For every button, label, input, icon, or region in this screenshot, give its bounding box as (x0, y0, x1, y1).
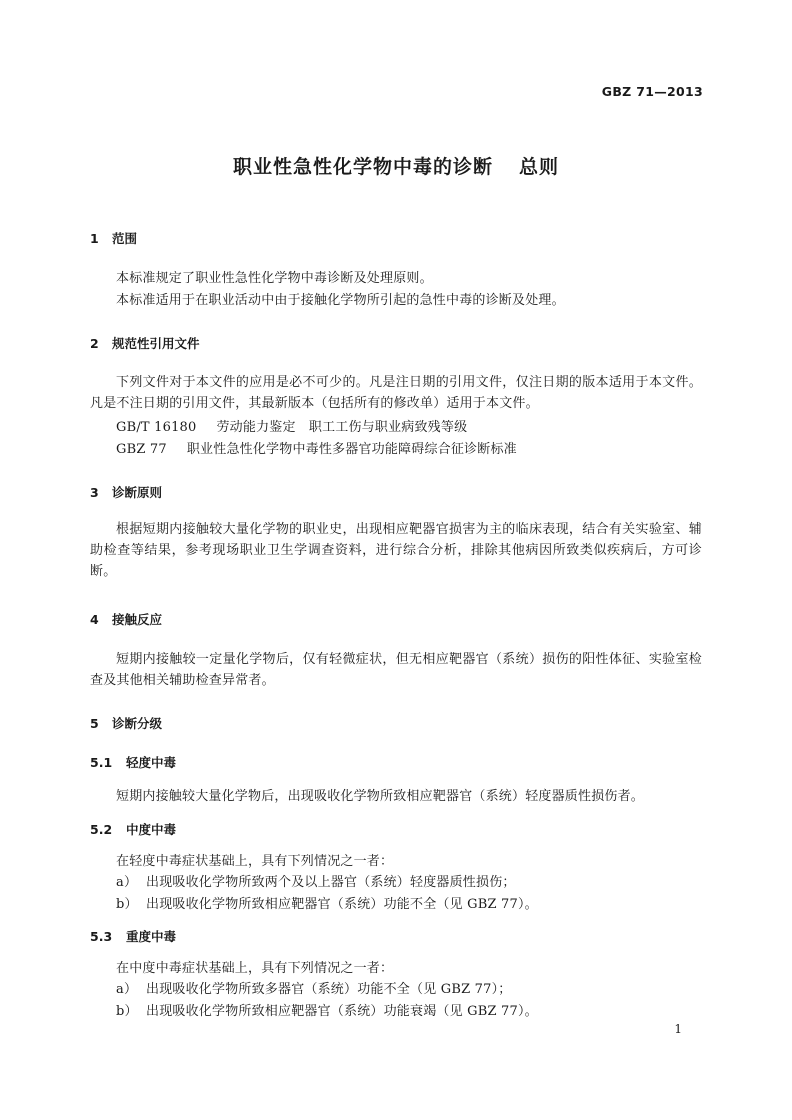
reference-item-2 (116, 438, 517, 457)
list-item (116, 871, 516, 890)
list-marker: b） (116, 1004, 138, 1019)
page-number: 1 (674, 1022, 682, 1036)
list-marker: a） (116, 875, 138, 890)
list-item (116, 978, 511, 997)
reference-code: GBZ 77 (116, 442, 167, 457)
reference-title: 劳动能力鉴定 职工工伤与职业病致残等级 (216, 420, 468, 435)
list-item (116, 893, 538, 912)
section-title: 轻度中毒 (126, 755, 177, 770)
list-marker: a） (116, 982, 138, 997)
section-number: 5.1 (90, 755, 113, 770)
section-title: 诊断原则 (112, 485, 163, 500)
section-number: 5 (90, 716, 99, 731)
section-title: 范围 (112, 231, 138, 246)
section-number: 2 (90, 336, 99, 351)
section-5-1-paragraph: 短期内接触较大量化学物后，出现吸收化学物所致相应靶器官（系统）轻度器质性损伤者。 (116, 789, 645, 804)
section-number: 1 (90, 231, 99, 246)
list-item-text: 出现吸收化学物所致相应靶器官（系统）功能不全（见 GBZ 77）。 (146, 897, 538, 912)
section-5-3-heading (90, 927, 176, 945)
section-title: 诊断分级 (112, 716, 163, 731)
reference-code: GB/T 16180 (116, 420, 197, 435)
section-3-heading (90, 483, 162, 501)
section-title: 接触反应 (112, 612, 163, 627)
reference-item-1 (116, 416, 467, 435)
section-5-3-paragraph: 在中度中毒症状基础上，具有下列情况之一者： (116, 961, 394, 976)
list-item-text: 出现吸收化学物所致两个及以上器官（系统）轻度器质性损伤； (146, 875, 516, 890)
section-2-heading (90, 334, 200, 352)
section-5-1-heading (90, 753, 176, 771)
section-4-paragraph: 短期内接触较一定量化学物后，仅有轻微症状，但无相应靶器官（系统）损伤的阳性体征、实验室检查及其他相关辅助检查异常者。 (90, 652, 702, 688)
document-title (0, 152, 792, 179)
section-title: 规范性引用文件 (112, 336, 200, 351)
section-number: 4 (90, 612, 99, 627)
list-item-text: 出现吸收化学物所致相应靶器官（系统）功能衰竭（见 GBZ 77）。 (146, 1004, 538, 1019)
section-number: 5.2 (90, 822, 113, 837)
list-item (116, 1000, 538, 1019)
section-5-2-paragraph: 在轻度中毒症状基础上，具有下列情况之一者： (116, 854, 394, 869)
section-4-heading (90, 610, 162, 628)
standard-code: GBZ 71—2013 (601, 84, 703, 99)
section-title: 中度中毒 (126, 822, 177, 837)
section-1-heading (90, 229, 137, 247)
section-3-paragraph: 根据短期内接触较大量化学物的职业史，出现相应靶器官损害为主的临床表现，结合有关实验室、辅助检查等结果，参考现场职业卫生学调查资料，进行综合分析，排除其他病因所致类似疾病后，方可诊断。 (90, 522, 702, 579)
section-1-paragraph-1: 本标准规定了职业性急性化学物中毒诊断及处理原则。 (116, 271, 433, 286)
section-5-2-heading (90, 820, 176, 838)
list-item-text: 出现吸收化学物所致多器官（系统）功能不全（见 GBZ 77）； (146, 982, 512, 997)
section-2-paragraph: 下列文件对于本文件的应用是必不可少的。凡是注日期的引用文件，仅注日期的版本适用于本文件。凡是不注日期的引用文件，其最新版本（包括所有的修改单）适用于本文件。 (90, 375, 702, 411)
list-marker: b） (116, 897, 138, 912)
title-sub: 总则 (519, 156, 560, 178)
section-number: 5.3 (90, 929, 113, 944)
title-main: 职业性急性化学物中毒的诊断 (232, 156, 493, 178)
section-1-paragraph-2: 本标准适用于在职业活动中由于接触化学物所引起的急性中毒的诊断及处理。 (116, 293, 565, 308)
section-5-heading (90, 714, 162, 732)
section-title: 重度中毒 (126, 929, 177, 944)
section-number: 3 (90, 485, 99, 500)
reference-title: 职业性急性化学物中毒性多器官功能障碍综合征诊断标准 (186, 442, 517, 457)
